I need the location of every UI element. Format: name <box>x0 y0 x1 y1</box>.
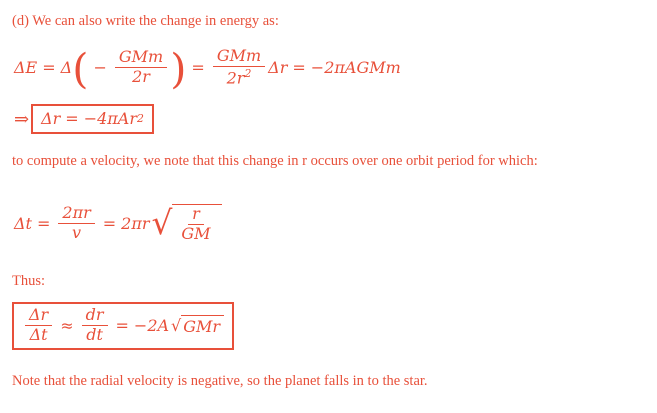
fraction-numerator: r <box>188 206 204 225</box>
radicand: GMr <box>181 315 224 336</box>
boxed-equation-delta-r-wrapper <box>14 104 154 134</box>
radical-sign-icon: √ <box>171 315 182 335</box>
closing-note: Note that the radial velocity is negative, so the planet falls in to the star. <box>12 373 428 389</box>
paren-close: ) <box>170 44 187 94</box>
implies-arrow-icon: ⇒ <box>14 108 30 130</box>
square-root-gmr <box>171 315 224 336</box>
fraction-numerator: GMm <box>213 48 265 67</box>
fraction-denominator: Δt <box>29 324 48 344</box>
fraction-numerator: 2πr <box>58 205 94 224</box>
fraction-numerator: Δr <box>25 307 52 326</box>
fraction-2pir-over-v <box>58 205 94 242</box>
fraction-denominator: GM <box>181 223 211 243</box>
delta-operator: Δ <box>60 57 73 77</box>
intro-paragraph: (d) We can also write the change in energy as: <box>12 13 279 29</box>
delta-r-symbol: Δr <box>41 109 61 128</box>
velocity-paragraph: to compute a velocity, we note that this change in r occurs over one orbit period for which: <box>12 153 538 169</box>
fraction-gmm-over-2r-squared <box>213 48 265 87</box>
equals-sign-1: = <box>36 213 51 233</box>
fraction-denominator: v <box>72 222 82 242</box>
equals-sign-3: = <box>292 57 306 77</box>
equation-delta-energy <box>14 44 401 94</box>
exponent-2: 2 <box>244 66 252 80</box>
fraction-denominator: 2r <box>132 66 150 86</box>
approx-sign: ≈ <box>60 315 74 335</box>
thus-label: Thus: <box>12 273 46 289</box>
delta-energy-result: −2πAGMm <box>310 57 401 77</box>
equals-sign-2: = <box>102 213 117 233</box>
delta-e-symbol: ΔE <box>14 57 38 77</box>
fraction-dr-over-dt <box>82 307 108 344</box>
fraction-gmm-over-2r <box>115 49 167 86</box>
fraction-r-over-gm <box>177 206 214 243</box>
boxed-equation-radial-velocity <box>12 302 234 350</box>
delta-r-result: −4πAr <box>83 109 138 128</box>
radical-sign-icon: √ <box>151 204 173 243</box>
fraction-numerator: GMm <box>115 49 167 68</box>
delta-t-symbol: Δt <box>14 213 32 233</box>
paren-open: ( <box>72 44 89 94</box>
fraction-deltar-over-deltat <box>25 307 52 344</box>
radicand <box>172 204 221 243</box>
exponent-2: 2 <box>137 112 144 125</box>
square-root-r-over-gm <box>151 204 221 243</box>
fraction-numerator: dr <box>82 307 108 326</box>
equation-delta-time <box>14 204 222 243</box>
coefficient-2pir: 2πr <box>121 213 150 233</box>
delta-r-symbol: Δr <box>268 57 288 77</box>
boxed-equation-delta-r <box>31 104 154 134</box>
equals-sign-2: = <box>191 57 205 77</box>
equals-sign: = <box>65 109 79 128</box>
equals-sign: = <box>115 315 129 335</box>
minus-sign: − <box>93 57 107 77</box>
coefficient-minus-2a: −2A <box>133 315 170 335</box>
equals-sign-1: = <box>42 57 56 77</box>
fraction-denominator: $2r^2$ <box>226 66 252 88</box>
fraction-denominator: dt <box>86 324 103 344</box>
